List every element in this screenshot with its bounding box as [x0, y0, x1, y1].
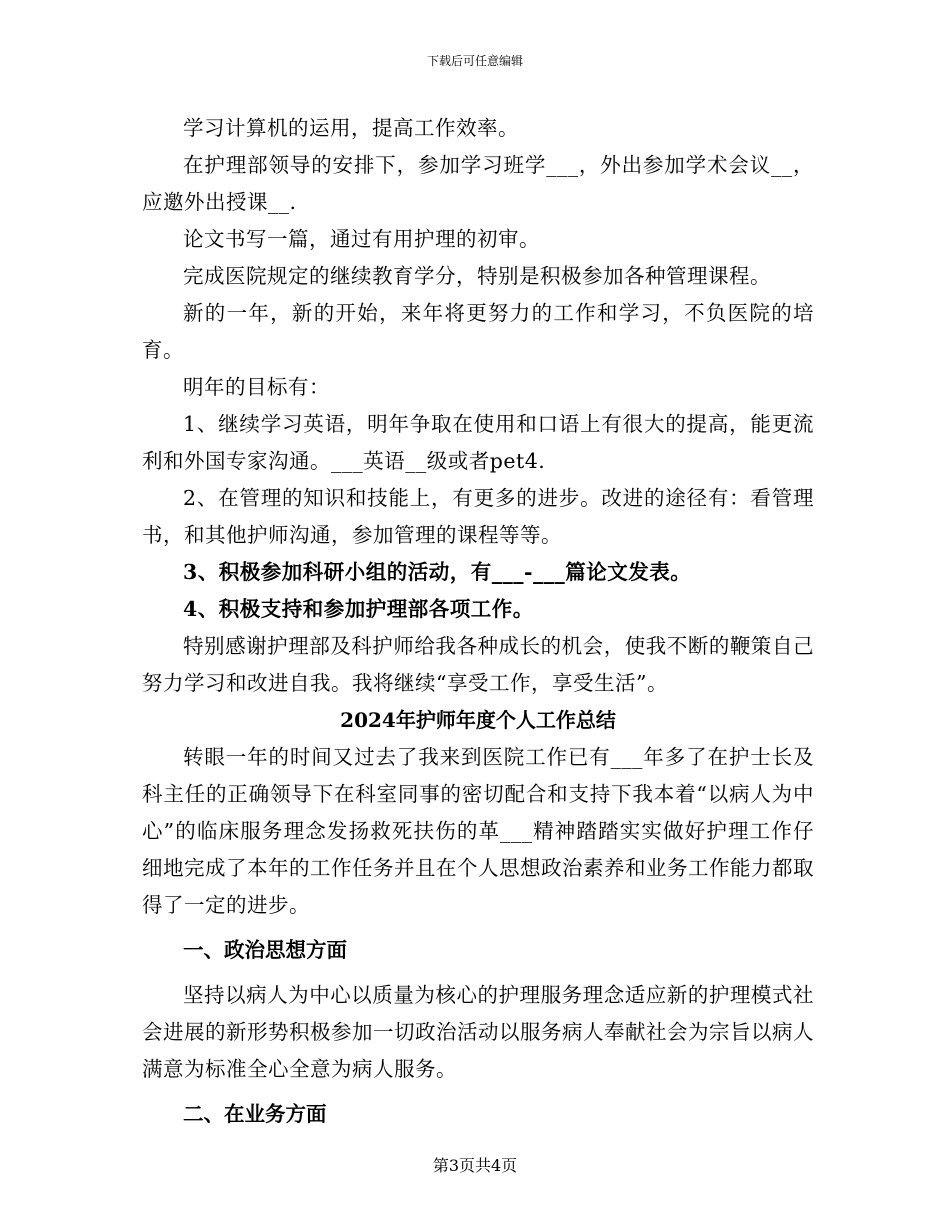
section-heading-politics: 一、政治思想方面 [183, 938, 347, 962]
document-body [142, 110, 814, 1141]
document-title: 2024年护师年度个人工作总结 [340, 708, 616, 732]
goal-item-3: 3、积极参加科研小组的活动，有___-___篇论文发表。 [183, 560, 692, 584]
goal-item-4: 4、积极支持和参加护理部各项工作。 [183, 597, 534, 621]
paragraph-6: 明年的目标有： [183, 375, 330, 399]
page-header: 下载后可任意编辑 [426, 54, 523, 68]
paragraph-5: 新的一年，新的开始，来年将更努力的工作和学习，不负医院的培育。 [142, 301, 814, 362]
page-footer: 第3页共4页 [432, 1156, 518, 1175]
intro-paragraph: 转眼一年的时间又过去了我来到医院工作已有___年多了在护士长及科主任的正确领导下在科室同事的密切配合和支持下我本着“以病人为中心”的临床服务理念发扬救死扶伤的革___精神踏踏实实做好护理工作仔细地完成了本年的工作任务并且在个人思想政治素养和业务工作能力都取得了一定的进步。 [142, 745, 814, 917]
section-heading-business: 二、在业务方面 [183, 1102, 327, 1126]
paragraph-2: 在护理部领导的安排下，参加学习班学___，外出参加学术会议__，应邀外出授课__. [142, 153, 814, 214]
goal-item-2: 2、在管理的知识和技能上，有更多的进步。改进的途径有：看管理书，和其他护师沟通，参加管理的课程等等。 [142, 486, 814, 547]
section-politics-text: 坚持以病人为中心以质量为核心的护理服务理念适应新的护理模式社会进展的新形势积极参加一切政治活动以服务病人奉献社会为宗旨以病人满意为标准全心全意为病人服务。 [142, 983, 814, 1081]
paragraph-4: 完成医院规定的继续教育学分，特别是积极参加各种管理课程。 [183, 264, 771, 288]
thanks-paragraph: 特别感谢护理部及科护师给我各种成长的机会，使我不断的鞭策自己努力学习和改进自我。我将继续“享受工作，享受生活”。 [142, 634, 814, 695]
paragraph-3: 论文书写一篇，通过有用护理的初审。 [183, 227, 540, 251]
goal-item-1: 1、继续学习英语，明年争取在使用和口语上有很大的提高，能更流利和外国专家沟通。___英语__级或者pet4. [142, 412, 814, 473]
paragraph-1: 学习计算机的运用，提高工作效率。 [183, 116, 519, 140]
